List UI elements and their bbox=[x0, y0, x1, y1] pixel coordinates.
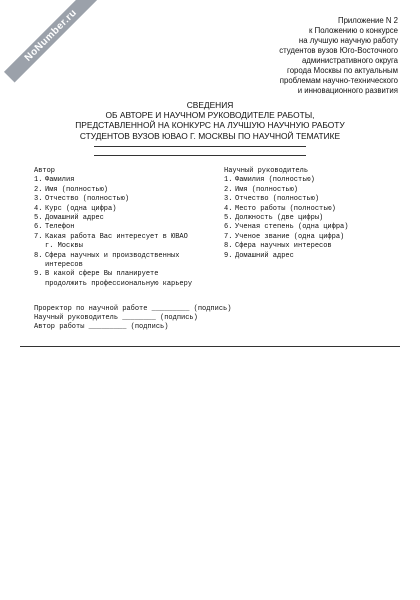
item-text: Отчество (полностью) bbox=[235, 195, 320, 204]
item-number: 4. bbox=[34, 204, 43, 213]
signature-line-prorector: Проректор по научной работе _________ (подпись) bbox=[34, 305, 232, 313]
item-number: 2. bbox=[34, 185, 43, 194]
list-item bbox=[34, 205, 194, 214]
annex-line: Приложение N 2 bbox=[337, 16, 398, 25]
item-number: 1. bbox=[34, 176, 43, 185]
item-text: Имя (полностью) bbox=[45, 185, 109, 194]
bottom-divider bbox=[20, 346, 400, 347]
item-number: 1. bbox=[224, 176, 233, 185]
item-number: 6. bbox=[224, 223, 233, 232]
list-item bbox=[34, 252, 194, 271]
item-text: Домашний адрес bbox=[235, 251, 294, 260]
item-number: 5. bbox=[34, 214, 43, 223]
annex-line: и инновационного развития bbox=[297, 86, 398, 95]
item-text: Имя (полностью) bbox=[235, 185, 299, 194]
item-text: Ученая степень (одна цифра) bbox=[235, 223, 349, 232]
list-item bbox=[34, 186, 194, 195]
list-item bbox=[224, 252, 394, 261]
list-item bbox=[34, 214, 194, 223]
item-number: 7. bbox=[34, 232, 43, 241]
signature-line-author: Автор работы _________ (подпись) bbox=[34, 322, 169, 331]
item-text: Фамилия (полностью) bbox=[235, 176, 315, 185]
watermark: NoNumber.ru bbox=[4, 0, 98, 83]
annex-header bbox=[138, 16, 398, 96]
item-text: В какой сфере Вы планируете продолжить профессиональную карьеру bbox=[45, 270, 193, 288]
item-number: 2. bbox=[224, 185, 233, 194]
item-text: Курс (одна цифра) bbox=[45, 204, 117, 213]
item-number: 8. bbox=[224, 242, 233, 251]
item-text: Должность (две цифры) bbox=[235, 214, 324, 223]
title-underline-1 bbox=[94, 146, 306, 147]
list-item bbox=[224, 223, 394, 232]
list-item bbox=[224, 195, 394, 204]
item-number: 9. bbox=[34, 270, 43, 279]
item-number: 6. bbox=[34, 223, 43, 232]
annex-line: административного округа bbox=[301, 56, 398, 65]
item-number: 5. bbox=[224, 214, 233, 223]
title-line: СВЕДЕНИЯ bbox=[186, 100, 234, 110]
item-text: Сфера научных интересов bbox=[235, 242, 332, 251]
annex-line: студентов вузов Юго-Восточного bbox=[279, 46, 398, 55]
title-line: ПРЕДСТАВЛЕННОЙ НА КОНКУРС НА ЛУЧШУЮ НАУЧНУЮ РАБОТУ bbox=[75, 120, 345, 131]
list-item bbox=[224, 233, 394, 242]
item-number: 9. bbox=[224, 251, 233, 260]
supervisor-heading: Научный руководитель bbox=[224, 167, 309, 175]
item-text: Место работы (полностью) bbox=[235, 204, 336, 213]
title-underline-2 bbox=[94, 155, 306, 156]
item-number: 8. bbox=[34, 251, 43, 260]
item-text: Телефон bbox=[45, 223, 75, 232]
item-text: Отчество (полностью) bbox=[45, 195, 130, 204]
annex-line: на лучшую научную работу bbox=[298, 36, 398, 45]
list-item bbox=[34, 195, 194, 204]
item-text: Какая работа Вас интересует в ЮВАО г. Москвы bbox=[45, 232, 188, 251]
list-item bbox=[34, 176, 194, 185]
annex-line: проблемам научно-технического bbox=[279, 76, 398, 85]
list-item bbox=[34, 223, 194, 232]
item-number: 3. bbox=[34, 195, 43, 204]
annex-line: города Москвы по актуальным bbox=[287, 66, 398, 75]
item-number: 4. bbox=[224, 204, 233, 213]
list-item bbox=[224, 176, 394, 185]
list-item bbox=[34, 233, 194, 252]
item-text: Домашний адрес bbox=[45, 214, 104, 223]
list-item bbox=[224, 205, 394, 214]
title-line: СТУДЕНТОВ ВУЗОВ ЮВАО Г. МОСКВЫ ПО НАУЧНОЙ ТЕМАТИКЕ bbox=[79, 130, 341, 141]
author-heading: Автор bbox=[34, 167, 56, 175]
title-line: ОБ АВТОРЕ И НАУЧНОМ РУКОВОДИТЕЛЕ РАБОТЫ, bbox=[105, 110, 315, 121]
item-text: Ученое звание (одна цифра) bbox=[235, 232, 345, 241]
item-number: 7. bbox=[224, 232, 233, 241]
item-number: 3. bbox=[224, 195, 233, 204]
supervisor-section bbox=[224, 167, 394, 261]
author-section bbox=[34, 167, 194, 289]
item-text: Сфера научных и производственных интересов bbox=[45, 251, 180, 270]
list-item bbox=[224, 214, 394, 223]
list-item bbox=[34, 270, 194, 289]
list-item bbox=[224, 242, 394, 251]
signature-line-supervisor: Научный руководитель ________ (подпись) bbox=[34, 313, 198, 322]
document-title bbox=[20, 100, 400, 141]
annex-line: к Положению о конкурсе bbox=[309, 26, 398, 35]
item-text: Фамилия bbox=[45, 176, 75, 185]
signature-block bbox=[34, 305, 231, 331]
list-item bbox=[224, 186, 394, 195]
